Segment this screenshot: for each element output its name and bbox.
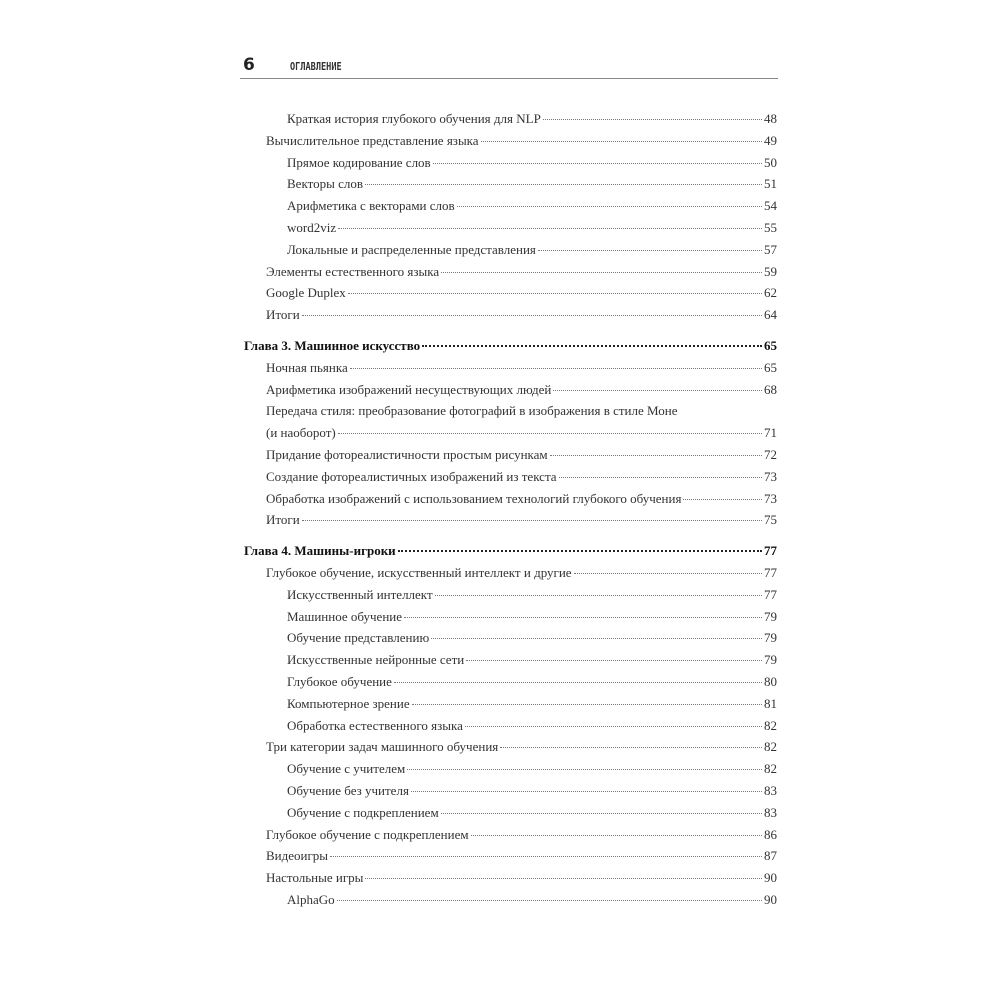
entry-page-number: 59 — [764, 263, 777, 279]
entry-page-number: 57 — [764, 241, 777, 257]
entry-page-number: 80 — [764, 673, 777, 689]
dot-leader — [433, 163, 762, 164]
toc-entry[interactable] — [244, 360, 777, 382]
dot-leader — [407, 769, 762, 770]
toc-entry[interactable] — [244, 609, 777, 631]
dot-leader — [394, 682, 762, 683]
entry-page-number: 65 — [764, 337, 777, 353]
toc-entry[interactable] — [244, 565, 777, 587]
toc-entry[interactable] — [244, 111, 777, 133]
entry-title: Глубокое обучение — [287, 673, 392, 689]
entry-title: Видеоигры — [266, 848, 329, 864]
table-of-contents — [244, 111, 777, 914]
entry-title: Обработка изображений с использованием технологий глубокого обучения — [266, 490, 682, 506]
header-rule — [240, 78, 778, 79]
toc-chapter-entry[interactable] — [244, 543, 777, 565]
dot-leader — [441, 272, 762, 273]
dot-leader — [559, 477, 762, 478]
toc-entry[interactable] — [244, 403, 777, 425]
toc-entry[interactable] — [244, 674, 777, 696]
running-header: ОГЛАВЛЕНИЕ — [290, 60, 342, 73]
dot-leader — [471, 835, 762, 836]
dot-leader — [466, 660, 762, 661]
entry-title: Компьютерное зрение — [287, 695, 410, 711]
entry-title: Три категории задач машинного обучения — [266, 739, 499, 755]
entry-title: Итоги — [266, 512, 300, 528]
entry-page-number: 82 — [764, 761, 777, 777]
entry-page-number: 83 — [764, 804, 777, 820]
toc-entry[interactable] — [244, 630, 777, 652]
entry-page-number: 55 — [764, 219, 777, 235]
entry-page-number: 50 — [764, 154, 777, 170]
entry-page-number: 82 — [764, 739, 777, 755]
dot-leader — [338, 228, 762, 229]
toc-entry[interactable] — [244, 155, 777, 177]
entry-title: Глубокое обучение с подкреплением — [266, 826, 469, 842]
entry-page-number: 51 — [764, 176, 777, 192]
toc-entry[interactable] — [244, 783, 777, 805]
entry-title: Придание фотореалистичности простым рисункам — [266, 446, 548, 462]
toc-entry[interactable] — [244, 447, 777, 469]
entry-title: Настольные игры — [266, 870, 364, 886]
toc-entry[interactable] — [244, 718, 777, 740]
dot-leader — [553, 390, 762, 391]
toc-entry[interactable] — [244, 264, 777, 286]
entry-title: Прямое кодирование слов — [287, 154, 431, 170]
toc-entry[interactable] — [244, 425, 777, 447]
entry-page-number: 62 — [764, 285, 777, 301]
entry-title: Google Duplex — [266, 285, 346, 301]
entry-page-number: 72 — [764, 446, 777, 462]
toc-entry[interactable] — [244, 805, 777, 827]
entry-page-number: 49 — [764, 132, 777, 148]
toc-entry[interactable] — [244, 512, 777, 534]
dot-leader — [422, 345, 762, 347]
entry-page-number: 77 — [764, 564, 777, 580]
dot-leader — [350, 368, 762, 369]
entry-title: Глава 3. Машинное искусство — [244, 337, 421, 353]
entry-title-continuation: (и наоборот) — [266, 425, 336, 441]
entry-page-number: 48 — [764, 111, 777, 126]
toc-entry[interactable] — [244, 307, 777, 329]
entry-page-number: 54 — [764, 198, 777, 214]
entry-page-number: 77 — [764, 586, 777, 602]
page-number: 6 — [243, 55, 255, 75]
entry-title: word2viz — [287, 219, 337, 235]
entry-title: Передача стиля: преобразование фотографий в изображения в стиле Моне — [266, 403, 678, 419]
entry-title: Обработка естественного языка — [287, 717, 463, 733]
toc-entry[interactable] — [244, 587, 777, 609]
entry-title: AlphaGo — [287, 891, 335, 907]
entry-title: Обучение без учителя — [287, 782, 409, 798]
entry-title: Обучение с учителем — [287, 761, 406, 777]
entry-title: Ночная пьянка — [266, 359, 348, 375]
toc-entry[interactable] — [244, 652, 777, 674]
entry-page-number: 79 — [764, 608, 777, 624]
entry-page-number: 75 — [764, 512, 777, 528]
entry-title: Обучение с подкреплением — [287, 804, 439, 820]
dot-leader — [302, 315, 762, 316]
dot-leader — [365, 878, 762, 879]
toc-entry[interactable] — [244, 761, 777, 783]
entry-title: Обучение представлению — [287, 630, 430, 646]
entry-title: Локальные и распределенные представления — [287, 241, 536, 257]
dot-leader — [398, 550, 762, 552]
dot-leader — [302, 520, 762, 521]
dot-leader — [348, 293, 762, 294]
dot-leader — [481, 141, 762, 142]
toc-entry[interactable] — [244, 848, 777, 870]
toc-entry[interactable] — [244, 870, 777, 892]
dot-leader — [538, 250, 762, 251]
entry-title: Создание фотореалистичных изображений из текста — [266, 468, 557, 484]
entry-title: Арифметика с векторами слов — [287, 198, 455, 214]
entry-page-number: 73 — [764, 490, 777, 506]
toc-entry[interactable] — [244, 382, 777, 404]
entry-title: Вычислительное представление языка — [266, 132, 479, 148]
toc-entry[interactable] — [244, 739, 777, 761]
toc-entry[interactable] — [244, 892, 777, 914]
dot-leader — [435, 595, 762, 596]
toc-entry[interactable] — [244, 176, 777, 198]
entry-title: Глава 4. Машины-игроки — [244, 543, 396, 559]
dot-leader — [338, 433, 762, 434]
entry-title: Машинное обучение — [287, 608, 403, 624]
entry-page-number: 68 — [764, 381, 777, 397]
dot-leader — [441, 813, 762, 814]
entry-title: Глубокое обучение, искусственный интеллект и другие — [266, 564, 572, 580]
entry-title: Элементы естественного языка — [266, 263, 440, 279]
entry-title: Искусственные нейронные сети — [287, 652, 465, 668]
dot-leader — [683, 499, 762, 500]
toc-entry[interactable] — [244, 285, 777, 307]
entry-title: Арифметика изображений несуществующих людей — [266, 381, 552, 397]
entry-page-number: 87 — [764, 848, 777, 864]
dot-leader — [411, 791, 762, 792]
entry-title: Векторы слов — [287, 176, 363, 192]
entry-title: Искусственный интеллект — [287, 586, 433, 602]
dot-leader — [412, 704, 762, 705]
entry-page-number: 79 — [764, 630, 777, 646]
toc-entry[interactable] — [244, 133, 777, 155]
dot-leader — [550, 455, 762, 456]
dot-leader — [330, 856, 762, 857]
entry-page-number: 77 — [764, 543, 777, 559]
toc-entry[interactable] — [244, 198, 777, 220]
entry-page-number: 83 — [764, 782, 777, 798]
toc-entry[interactable] — [244, 491, 777, 513]
dot-leader — [457, 206, 762, 207]
entry-page-number: 65 — [764, 359, 777, 375]
entry-page-number: 73 — [764, 468, 777, 484]
toc-entry[interactable] — [244, 696, 777, 718]
entry-page-number: 90 — [764, 870, 777, 886]
dot-leader — [543, 119, 762, 120]
dot-leader — [465, 726, 762, 727]
toc-entry[interactable] — [244, 242, 777, 264]
entry-page-number: 90 — [764, 891, 777, 907]
entry-page-number: 79 — [764, 652, 777, 668]
entry-title: Краткая история глубокого обучения для NLP — [287, 111, 541, 126]
toc-chapter-entry[interactable] — [244, 338, 777, 360]
entry-page-number: 64 — [764, 307, 777, 323]
dot-leader — [500, 747, 762, 748]
entry-title: Итоги — [266, 307, 300, 323]
entry-page-number: 82 — [764, 717, 777, 733]
dot-leader — [431, 638, 762, 639]
entry-page-number: 86 — [764, 826, 777, 842]
dot-leader — [574, 573, 762, 574]
dot-leader — [365, 184, 762, 185]
entry-page-number: 81 — [764, 695, 777, 711]
dot-leader — [404, 617, 762, 618]
toc-entry[interactable] — [244, 469, 777, 491]
toc-entry[interactable] — [244, 220, 777, 242]
dot-leader — [337, 900, 762, 901]
toc-entry[interactable] — [244, 827, 777, 849]
entry-page-number: 71 — [764, 425, 777, 441]
